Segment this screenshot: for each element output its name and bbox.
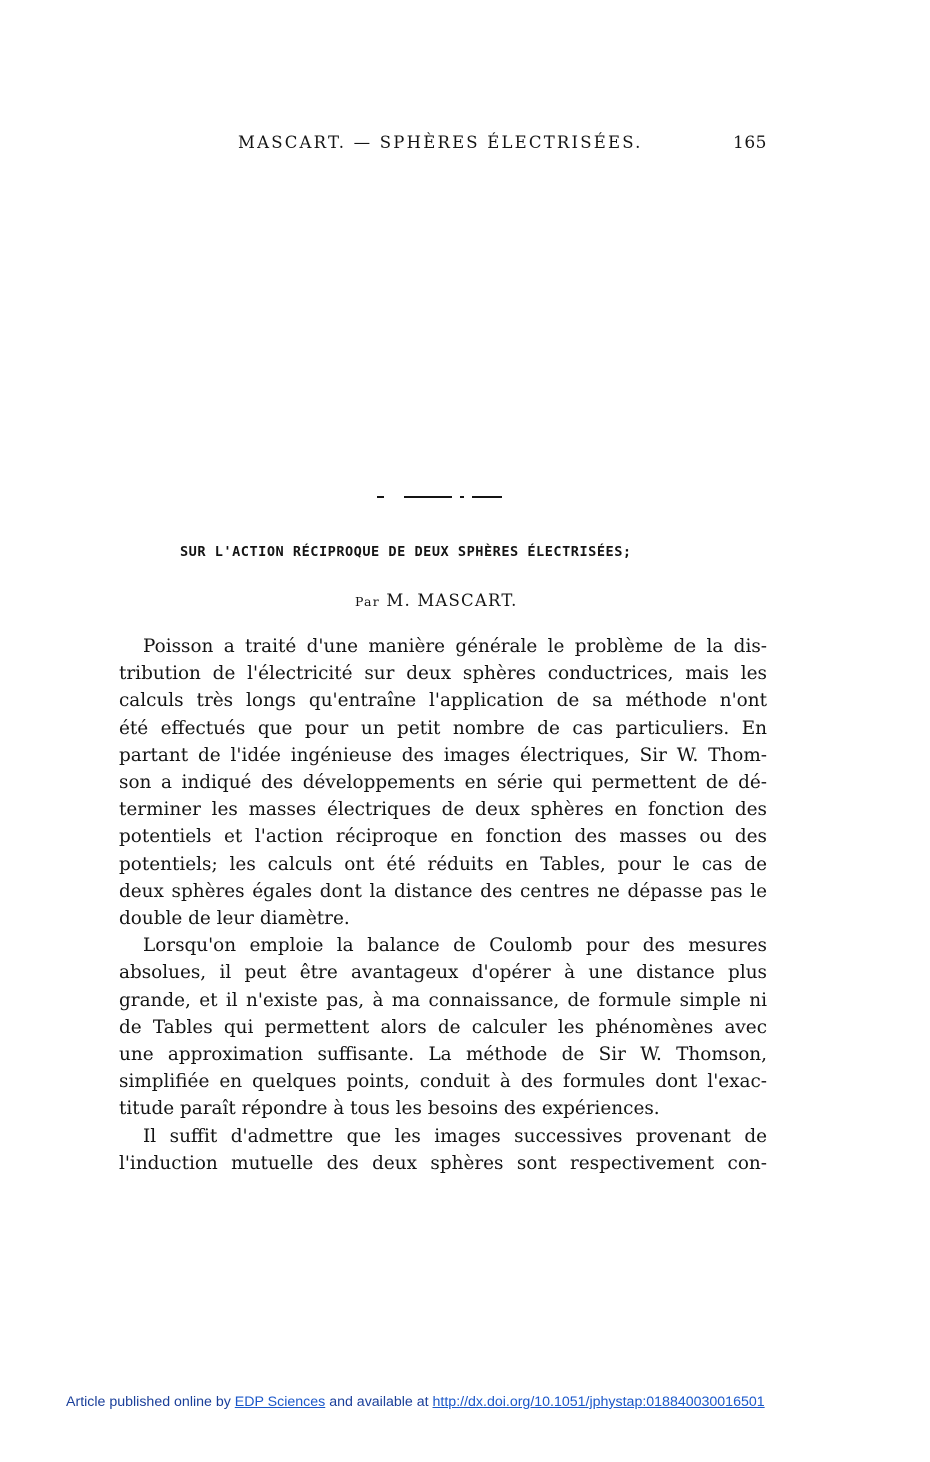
ornament-dash [377,496,384,498]
paragraph [119,633,767,932]
doi-link[interactable]: http://dx.doi.org/10.1051/jphystap:018840030016501 [432,1394,765,1410]
text-line: été effectués que pour un petit nombre de cas particuliers. En [119,717,767,739]
text-line: absolues, il peut être avantageux d'opérer à une distance plus [119,962,767,984]
text-line: tribution de l'électricité sur deux sphères conductrices, mais les [119,663,767,685]
ornament-dash [472,496,502,498]
text-line: Il suffit d'admettre que les images successives provenant de [143,1125,767,1147]
text-line: calculs très longs qu'entraîne l'application de sa méthode n'ont [119,690,767,712]
publication-footer [66,1394,765,1410]
ornament-dash [460,496,464,498]
paragraph [119,1123,767,1177]
text-line: potentiels et l'action réciproque en fonction des masses ou des [119,826,767,848]
article-title: SUR L'ACTION RÉCIPROQUE DE DEUX SPHÈRES ÉLECTRISÉES; [180,544,632,560]
text-line: terminer les masses électriques de deux sphères en fonction des [119,799,767,821]
footer-middle: and available at [329,1394,429,1410]
text-line: son a indiqué des développements en série qui permettent de dé- [119,772,767,794]
page-number: 165 [733,133,767,153]
text-line: l'induction mutuelle des deux sphères sont respectivement con- [119,1152,767,1174]
footer-prefix: Article published online by [66,1394,231,1410]
section-ornament [377,496,497,500]
text-line: simplifiée en quelques points, conduit à des formules dont l'exac- [119,1071,767,1093]
text-line: titude paraît répondre à tous les besoins des expériences. [119,1098,660,1120]
author-name: M. MASCART. [386,591,518,610]
paragraph [119,932,767,1122]
author-line [355,591,518,610]
publisher-link[interactable]: EDP Sciences [234,1394,326,1410]
text-line: deux sphères égales dont la distance des centres ne dépasse pas le [119,880,767,902]
text-line: Poisson a traité d'une manière générale le problème de la dis- [143,636,767,657]
text-line: grande, et il n'existe pas, à ma connaissance, de formule simple ni [119,989,767,1011]
author-prefix: Par [355,594,380,609]
text-line: potentiels; les calculs ont été réduits en Tables, pour le cas de [119,853,767,875]
text-line: une approximation suffisante. La méthode de Sir W. Thomson, [119,1044,767,1066]
text-line: double de leur diamètre. [119,908,350,930]
text-line: de Tables qui permettent alors de calculer les phénomènes avec [119,1016,767,1038]
text-line: Lorsqu'on emploie la balance de Coulomb pour des mesures [143,935,767,957]
ornament-dash [404,496,452,498]
article-body [119,633,767,1177]
running-title: MASCART. — SPHÈRES ÉLECTRISÉES. [238,133,643,152]
text-line: partant de l'idée ingénieuse des images électriques, Sir W. Thom- [119,744,767,766]
